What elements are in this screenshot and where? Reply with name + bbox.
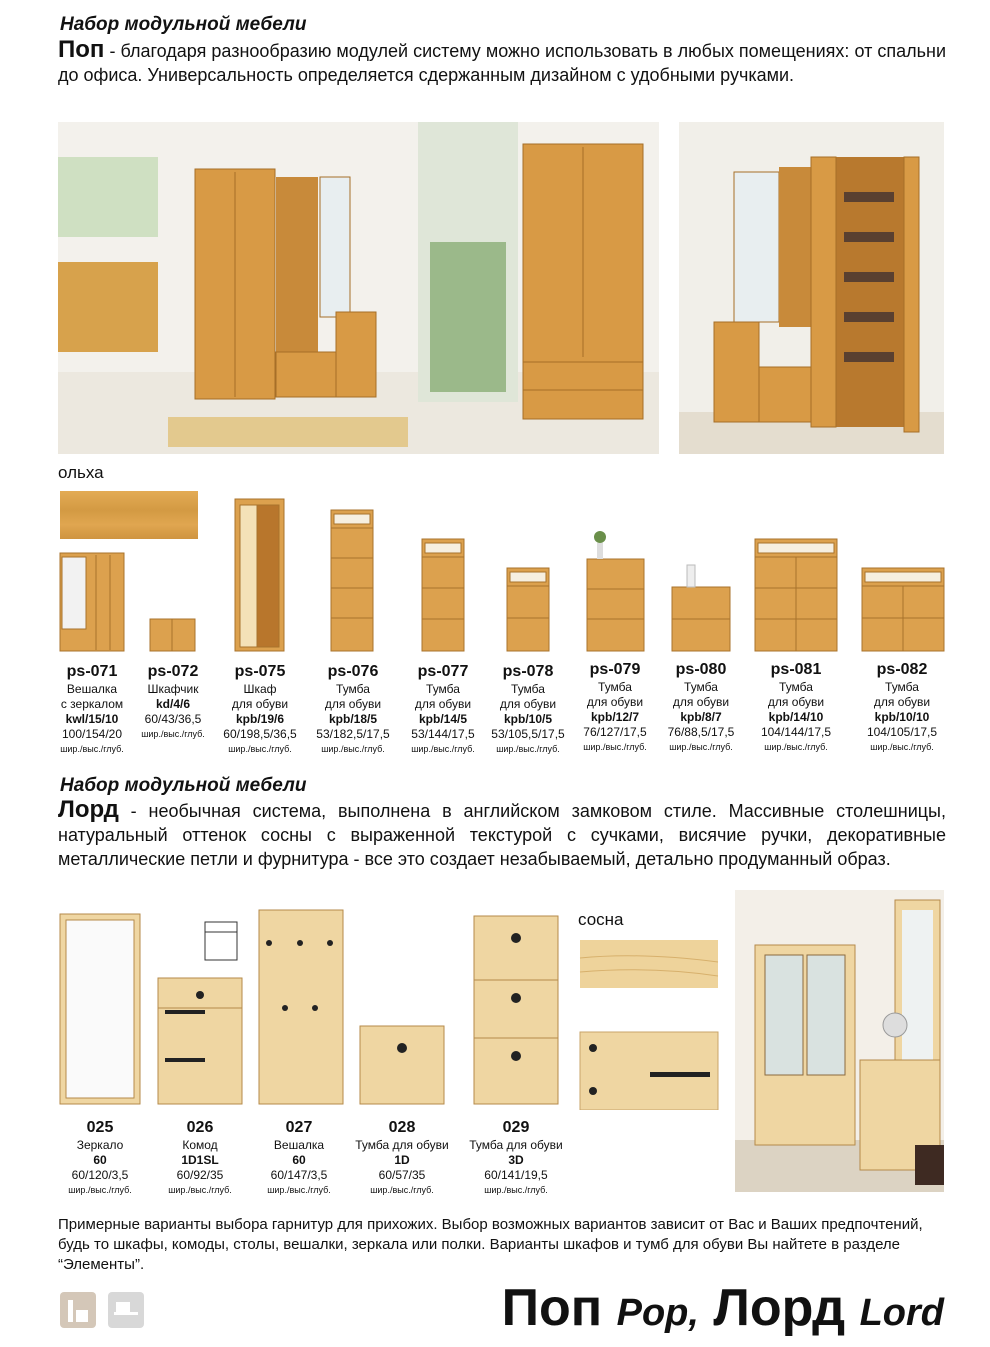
product-027: 027 Вешалка 60 60/147/3,5 шир./выс./глуб. — [267, 1119, 331, 1195]
pop-name: Поп — [58, 36, 105, 63]
product-028: 028 Тумба для обуви 1D 60/57/35 шир./выс./глуб. — [355, 1119, 449, 1195]
product-ps-080: ps-080 Тумба для обуви kpb/8/7 76/88,5/17,5 шир./выс./глуб. — [667, 661, 735, 752]
product-ps-082: ps-082 Тумба для обуви kpb/10/10 104/105/17,5 шир./выс./глуб. — [866, 661, 938, 752]
footer-title: Поп Pop, Лорд Lord — [501, 1279, 944, 1337]
product-026: 026 Комод 1D1SL 60/92/35 шир./выс./глуб. — [168, 1119, 232, 1195]
pine-label: сосна — [578, 910, 624, 929]
pop-room-photo — [58, 122, 659, 454]
product-ps-079: ps-079 Тумба для обуви kpb/12/7 76/127/17,5 шир./выс./глуб. — [583, 661, 647, 752]
alder-label: ольха — [58, 463, 104, 482]
pop-hallway-photo — [679, 122, 944, 454]
lord-room-photo — [735, 890, 944, 1192]
product-ps-071: ps-071 Вешалка с зеркалом kwl/15/10 100/154/20 шир./выс./глуб. — [60, 663, 124, 754]
lord-subtitle: Набор модульной мебели — [60, 775, 307, 796]
product-ps-078: ps-078 Тумба для обуви kpb/10/5 53/105,5/17,5 шир./выс./глуб. — [491, 663, 565, 754]
product-025: 025 Зеркало 60 60/120/3,5 шир./выс./глуб. — [68, 1119, 132, 1195]
product-ps-077: ps-077 Тумба для обуви kpb/14/5 53/144/17,5 шир./выс./глуб. — [411, 663, 475, 754]
pop-product-drawings — [0, 495, 990, 655]
pop-subtitle: Набор модульной мебели — [60, 14, 307, 35]
product-ps-081: ps-081 Тумба для обуви kpb/14/10 104/144/17,5 шир./выс./глуб. — [760, 661, 832, 752]
product-ps-072: ps-072 Шкафчик kd/4/6 60/43/36,5 шир./выс./глуб. — [141, 663, 205, 739]
hallway-icon — [60, 1292, 96, 1328]
variants-note: Примерные варианты выбора гарнитур для прихожих. Выбор возможных вариантов зависит от Вас и Ваших предпочтений, будь то шкафы, комоды, столы, вешалки, зеркала или полки. Варианты шкафов и тумб для обуви Вы найтете в разделе “Элементы”. — [58, 1216, 923, 1273]
office-icon — [108, 1292, 144, 1328]
pop-intro: Поп - благодаря разнообразию модулей систему можно использовать в любых помещениях: от спальни до офиса. Универсальность определяется сдержанным дизайном с удобными ручками. — [58, 36, 946, 85]
product-ps-075: ps-075 Шкаф для обуви kpb/19/6 60/198,5/36,5 шир./выс./глуб. — [223, 663, 297, 754]
product-029: 029 Тумба для обуви 3D 60/141/19,5 шир./выс./глуб. — [469, 1119, 563, 1195]
lord-name: Лорд — [58, 796, 119, 823]
lord-intro: Лорд - необычная система, выполнена в английском замковом стиле. Массивные столешницы, натуральный оттенок сосны с выраженной текстурой с сучками, висячие ручки, декоративные металлические петли и фурнитура - все это создает незабываемый, детально продуманный образ. — [58, 796, 946, 869]
product-ps-076: ps-076 Тумба для обуви kpb/18/5 53/182,5/17,5 шир./выс./глуб. — [316, 663, 390, 754]
lord-product-drawings — [0, 908, 720, 1110]
